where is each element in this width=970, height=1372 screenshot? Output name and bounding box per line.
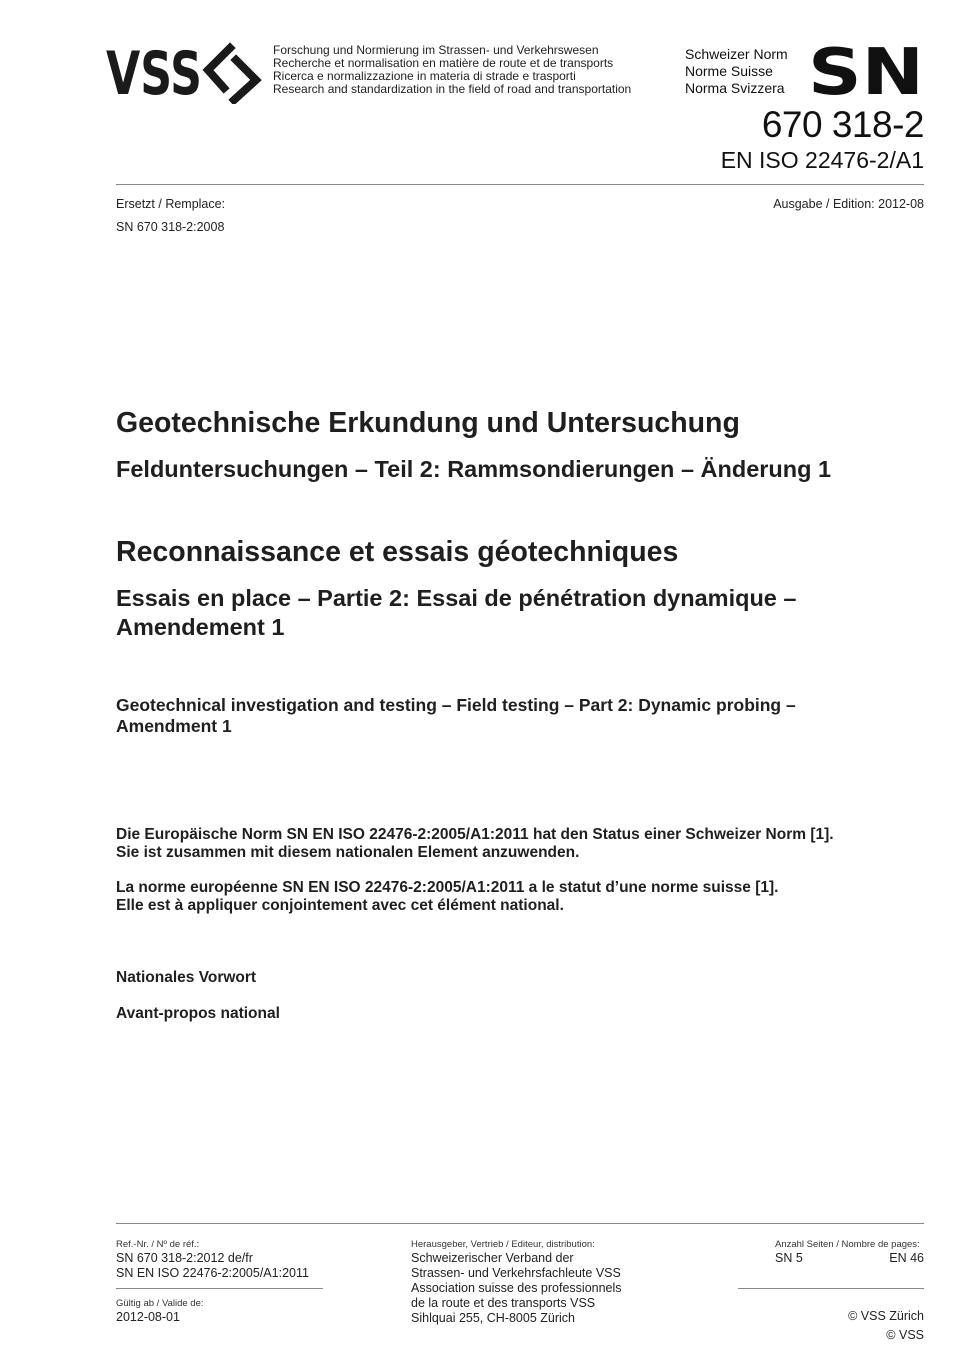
vss-logo-chevron-right — [234, 60, 256, 100]
status-de-line-2: Sie ist zusammen mit diesem nationalen Element anzuwenden. — [116, 844, 580, 861]
title-de-main: Geotechnische Erkundung und Untersuchung — [116, 407, 740, 439]
header-divider — [116, 184, 924, 185]
vss-logo-chevron-left — [208, 48, 230, 88]
title-fr-main: Reconnaissance et essais géotechniques — [116, 536, 679, 568]
footer-divider — [116, 1223, 924, 1224]
page-count-sn: SN 5 — [775, 1251, 803, 1265]
page-count-label: Anzahl Seiten / Nombre de pages: — [775, 1239, 920, 1250]
page-count-divider — [738, 1288, 924, 1289]
reference-divider — [116, 1288, 323, 1289]
standard-number: 670 318-2 — [761, 104, 924, 145]
publisher-line: de la route et des transports VSS — [411, 1296, 596, 1310]
organisation-line-fr: Recherche et normalisation en matière de route et de transports — [273, 56, 614, 70]
title-fr-sub-line-1: Essais en place – Partie 2: Essai de pénétration dynamique – — [116, 585, 797, 611]
organisation-line-de: Forschung und Normierung im Strassen- und Verkehrswesen — [273, 43, 599, 57]
organisation-line-en: Research and standardization in the field of road and transportation — [273, 82, 632, 96]
copyright-vss-zurich: © VSS Zürich — [848, 1309, 924, 1323]
edition-info: Ausgabe / Edition: 2012-08 — [773, 197, 924, 211]
title-en-line-1: Geotechnical investigation and testing – Field testing – Part 2: Dynamic probing – — [116, 695, 796, 715]
publisher-line: Sihlquai 255, CH-8005 Zürich — [411, 1311, 575, 1325]
organisation-line-it: Ricerca e normalizzazione in materia di strade e trasporti — [273, 69, 576, 83]
publisher-line: Schweizerischer Verband der — [411, 1251, 574, 1265]
swiss-norm-label-it: Norma Svizzera — [685, 80, 785, 96]
title-en-line-2: Amendment 1 — [116, 716, 232, 736]
copyright-vss: © VSS — [886, 1328, 924, 1342]
title-de-sub: Felduntersuchungen – Teil 2: Rammsondierungen – Änderung 1 — [116, 456, 832, 482]
publisher-line: Association suisse des professionnels — [411, 1281, 622, 1295]
swiss-norm-label-fr: Norme Suisse — [685, 63, 773, 79]
publisher-line: Strassen- und Verkehrsfachleute VSS — [411, 1266, 621, 1280]
vss-logo — [106, 42, 266, 104]
valid-from-date: 2012-08-01 — [116, 1310, 180, 1324]
swiss-norm-label-de: Schweizer Norm — [685, 46, 788, 62]
sn-logo — [808, 45, 924, 95]
organisation-description — [273, 44, 631, 96]
publisher-label: Herausgeber, Vertrieb / Editeur, distribution: — [411, 1239, 595, 1250]
publisher-address — [411, 1251, 622, 1326]
replaces-value: SN 670 318-2:2008 — [116, 220, 225, 234]
status-de-line-1: Die Europäische Norm SN EN ISO 22476-2:2005/A1:2011 hat den Status einer Schweizer Norm [1]. — [116, 826, 834, 843]
swiss-norm-labels — [685, 46, 788, 97]
status-fr-line-2: Elle est à appliquer conjointement avec cet élément national. — [116, 897, 564, 914]
reference-number-sn: SN 670 318-2:2012 de/fr — [116, 1251, 253, 1265]
sn-logo-wordmark: SN — [808, 45, 924, 95]
en-standard-number: EN ISO 22476-2/A1 — [720, 147, 924, 173]
vss-logo-wordmark: VSS — [106, 42, 202, 104]
reference-number-en: SN EN ISO 22476-2:2005/A1:2011 — [116, 1266, 309, 1280]
page-count-en: EN 46 — [889, 1251, 924, 1265]
valid-from-label: Gültig ab / Valide de: — [116, 1298, 204, 1309]
foreword-heading-de: Nationales Vorwort — [116, 969, 257, 986]
title-fr-sub-line-2: Amendement 1 — [116, 614, 285, 640]
reference-label: Ref.-Nr. / Nº de réf.: — [116, 1239, 200, 1250]
replaces-label: Ersetzt / Remplace: — [116, 197, 226, 211]
foreword-heading-fr: Avant-propos national — [116, 1005, 280, 1022]
status-fr-line-1: La norme européenne SN EN ISO 22476-2:2005/A1:2011 a le statut d’une norme suisse [1]. — [116, 879, 779, 896]
